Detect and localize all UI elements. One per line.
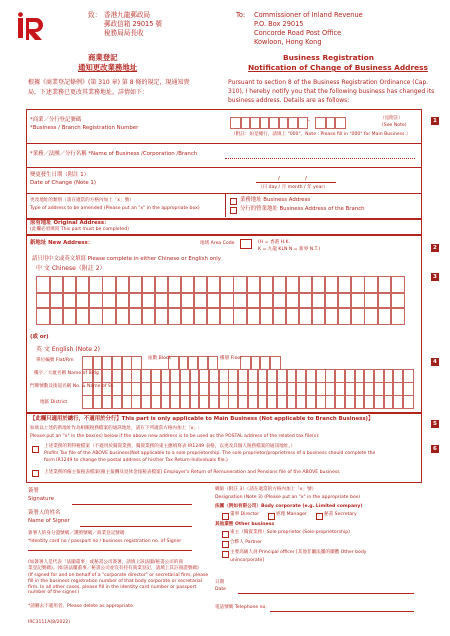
- telephone-field[interactable]: [270, 611, 414, 612]
- date-field[interactable]: [238, 593, 414, 594]
- intro-en-1: Pursuant to section 8 of the Business Registration Ordinance (Cap.: [228, 79, 429, 86]
- side-tag-1: 1: [431, 117, 439, 125]
- footer-note-3: (If signed for and on behalf of a "corporate director" or secretarial firm, please: [28, 573, 209, 578]
- intro-en-2: 310), I hereby notify you that the following business has changed its: [228, 88, 435, 95]
- type-label-cn: 更改地址的類別（請在適當的方格內加上「x」號）: [30, 198, 134, 203]
- orig-note: (此欄必須填寫 This part must be completed): [30, 227, 129, 232]
- signer-name-cn: 簽署人的姓名: [28, 510, 61, 516]
- to-cn-line-2: 郵政信箱 29015 號: [104, 20, 163, 28]
- principal-officer-label: 主要高級人員 Principal officer [其他非屬法團的團體 Other body: [230, 550, 367, 555]
- branch-digit-box[interactable]: [334, 117, 346, 129]
- side-tag-2: 2: [431, 244, 439, 252]
- see-note-en: (See Note): [382, 123, 407, 128]
- english-address-cell[interactable]: [402, 369, 414, 383]
- ird-logo-icon: [17, 12, 47, 40]
- date-label-en: Date of Change (Note 1): [30, 180, 96, 186]
- unincorporate-label: unincorporate]: [230, 558, 265, 563]
- other-business-label: 其他業務 Other business: [215, 522, 275, 527]
- district-label: 地區 District: [40, 400, 68, 405]
- title-en-1: Business Registration: [283, 53, 374, 62]
- date-hint: （日 day / 月 month / 年 year）: [258, 185, 328, 190]
- brn-digit-box[interactable]: [297, 117, 309, 129]
- body-corporate-label: 法團（例如有限公司）Body corporate (e.g. Limited company): [215, 504, 363, 509]
- signature-field[interactable]: [72, 504, 192, 505]
- side-tag-3: 3: [431, 273, 439, 281]
- signer-name-field[interactable]: [80, 526, 192, 527]
- intro-cn-1: 根據《商業登記條例》(第 310 章) 第 8 條的規定，現通知貴: [28, 79, 190, 86]
- delete-note: *請刪去不適用者。Please delete as appropriate.: [28, 604, 135, 609]
- footer-note-4: fill in the business registration number of that body corporate or secretarial: [28, 579, 203, 584]
- to-cn-line-1: 香港九龍郵政局: [104, 11, 151, 19]
- to-en-line-2: P.O. Box 29015: [254, 20, 304, 28]
- main-only-note: 【此欄只適用於總行，不適用於分行】This part is only applicable to Main Business (Not applicable to Branch Business)】: [30, 416, 374, 422]
- date-en: Date: [215, 587, 226, 592]
- chinese-address-cell[interactable]: [390, 307, 405, 325]
- to-cn-label: 致：: [88, 11, 102, 19]
- intro-en-3: business address. Details are as follows:: [228, 97, 350, 104]
- title-cn-1: 商業登記: [88, 53, 118, 62]
- english-floor-cell[interactable]: [269, 356, 281, 370]
- secretary-label: 秘書 Secretary: [324, 512, 357, 517]
- english-block-cell[interactable]: [207, 356, 219, 370]
- see-note-cn: （見附註）: [380, 116, 403, 121]
- footer-note-1: (如簽署人是代表「法團董事」或秘書公司簽署，請填上該法團/秘書公司的商: [28, 560, 183, 565]
- area-codes-2: K = 九龍 KLN N = 新界 N.T.): [258, 247, 321, 252]
- partner-label: 合夥人 Partner: [230, 540, 262, 545]
- sole-proprietor-label: 東主（獨資業務）Sole proprietor (Sole-proprietorship): [230, 530, 350, 535]
- or-label: (或 or): [30, 334, 49, 340]
- brn-label-en: *Business / Branch Registration Number: [30, 125, 139, 131]
- business-address-checkbox[interactable]: [230, 198, 237, 205]
- opt1-cn: 上述業務的利得稅檔案（不適用於獨資業務，獨資業務的東主應填寫表 IR1249 表格，以更改其個人稅務檔案的通訊地址。）: [44, 444, 296, 449]
- street-label: 門牌號數及街道名稱 No. & Name of St.: [30, 384, 115, 389]
- profits-tax-checkbox[interactable]: [32, 446, 39, 453]
- postal-instruction-cn: 如欲以上述的新地址作為相關稅務檔案的通訊地址，請在下列適當方格內加上「x」:: [30, 426, 200, 431]
- signer-id-cn: 簽署人的身分證號碼／護照號碼／商業登記號碼: [28, 531, 125, 536]
- designation-cn: 職銜（附註 3）（請在適當的方格內加上「x」號）: [215, 487, 317, 492]
- area-code-label: 地域 Area Code: [200, 241, 235, 246]
- chinese-label: 中 文 Chinese（附註 2）: [36, 265, 106, 272]
- signer-id-field[interactable]: [28, 550, 192, 551]
- opt-branch-address: 分行的營業地址 Business Address of the Branch: [240, 206, 365, 212]
- area-codes-1: (H = 香港 H.K.: [258, 240, 290, 245]
- floor-label: 樓層 Floor: [220, 356, 243, 361]
- opt1-en: Profits Tax file of the ABOVE business(Not applicable to a sole proprietorship. The sole proprietor/proprietress of a business should complete the: [44, 451, 376, 456]
- employer-return-checkbox[interactable]: [32, 470, 39, 477]
- block-label: 座數 Block: [148, 356, 172, 361]
- business-registration-form-page: 致： 香港九龍郵政局 郵政信箱 29015 號 稅務局局長收 To: Commissioner of Inland Revenue P.O. Box 29015 Concorde Road Post Office Kowloon, Hong Kong 商業登記 通知更改業務地址 Business Registration Notification of Change of Business Address 根據《商業登記條例》(第 310 章) 第 8 條的規定，現通知貴 局，下述業務已更改其業務地址。詳情如下： Pursuant to section 8 of the Business Registration Ordinance (Cap. 310), I hereby notify you that the following business has changed its business address. Details are as follows: *商業／分行登記號碼 *Business / Branch Registration Number - （見附註） (See Note) （附註：如是總行，請填上 "000"。Note : Please fill in "000" for Main Business.） *業務／法團／分行名稱 *Name of Business /Corporation /Branch 變更發生日期（附註 1） Date of Change (Note 1) / / （日 day / 月 month / 年 year） 更改地址的類別（請在適當的方格內加上「x」號） Type of address to be amended (Please put an "x" in the appropriate box) 業務地址 Business Address 分行的營業地址 Business Address of the Branch 原有地址 Original Address： (此欄必須填寫 This part must be completed) 新地址 New Address： 地域 Area Code (H = 香港 H.K. K = 九龍 KLN N = 新界 N.T.) 請只用中文或英文填寫 Please complete in either Chinese or English only 中 文 Chinese（附註 2） (或 or) 英 文 English (Note 2) 單位編號 Flat/Rm 座數 Block 樓層 Floor 樓宇／大廈名稱 Name of Bldg 門牌號數及街道名稱 No. & Name of St. 地區 District 【此欄只適用於總行，不適用於分行】This part is only applicable to Main Business (Not applicable to Branch Business)】 如欲以上述的新地址作為相關稅務檔案的通訊地址，請在下列適當方格內加上「x」: Please put an "x" in the box(es) below if the above new address is to be used as the POSTAL address of the related tax file(s): 上述業務的利得稅檔案（不適用於獨資業務，獨資業務的東主應填寫表 IR1249 表格，以更改其個人稅務檔案的通訊地址。） Profits Tax file of the ABOVE business(Not applicable to a sole proprietorship. The sole proprietor/proprietress of a business should complete the form IR1249 to change the postal address of his/her Tax Return-Individuals file.) 上述業務的僱主報稅表檔案(僱主報酬及退休金報稅表檔案) Employer's Return of Remuneration and Pensions file of the ABOVE business 簽署 Signature 簽署人的姓名 Name of Signer 簽署人的身分證號碼／護照號碼／商業登記號碼 *Identity card no / passport no / business registration no. of Signer 職銜（附註 3）（請在適當的方格內加上「x」號） Designation (Note 3) (Please put an "x" in the appropriate box) 法團（例如有限公司）Body corporate (e.g. Limited company) 董事 Director 經理 Manager 秘書 Secretary 其他業務 Other business 東主（獨資業務）Sole proprietor (Sole-proprietorship) 合夥人 Partner 主要高級人員 Principal officer [其他非屬法團的團體 Other body unincorporate] 日期 Date 電話號碼 Telephone no. (如簽署人是代表「法團董事」或秘書公司簽署，請填上該法團/秘書公司的商 業登記號碼)。(如該法團董事／秘書公司並沒有持有商業登記，請填上其註冊證號碼) (If signed for and on behalf of a "corporate director" or secretarial firm, please fill in the business registration number of that body corporate or secretarial firm. In all other cases, please fill in the identity card number or passport number of the signer.) *請刪去不適用者。Please delete as appropriate. IRC3111A(8/2022) 1 2 3 4 5 6: [0, 0, 450, 636]
- english-flat-cell[interactable]: [131, 356, 143, 370]
- principal-officer-checkbox[interactable]: [222, 551, 229, 558]
- opt-business-address: 業務地址 Business Address: [240, 197, 311, 203]
- to-en-line-3: Concorde Road Post Office: [254, 29, 342, 37]
- side-tag-6: 6: [431, 445, 439, 453]
- to-en-line-4: Kowloon, Hong Kong: [254, 38, 322, 46]
- signature-en: Signature: [28, 496, 55, 502]
- to-cn-line-3: 稅務局局長收: [104, 29, 144, 37]
- designation-en: Designation (Note 3) (Please put an "x" in the appropriate box): [215, 495, 361, 500]
- opt2-text: 上述業務的僱主報稅表檔案(僱主報酬及退休金報稅表檔案) Employer's Return of Remuneration and Pensions file of the ABOVE business: [44, 470, 340, 475]
- english-label: 英 文 English (Note 2): [36, 346, 100, 353]
- brn-label-cn: *商業／分行登記號碼: [30, 117, 82, 123]
- branch-address-checkbox[interactable]: [230, 207, 237, 214]
- telephone-label: 電話號碼 Telephone no.: [215, 605, 267, 610]
- brn-fill-note: （附註：如是總行，請填上 "000"。Note : Please fill in "000" for Main Business.）: [231, 132, 411, 137]
- date-cn: 日期: [215, 580, 225, 585]
- signer-name-en: Name of Signer: [28, 518, 70, 524]
- partner-checkbox[interactable]: [222, 541, 229, 548]
- business-name-field[interactable]: [225, 158, 415, 159]
- secretary-checkbox[interactable]: [316, 513, 323, 520]
- title-en-2: Notification of Change of Business Address: [248, 63, 428, 72]
- area-code-input[interactable]: [240, 239, 252, 249]
- signature-cn: 簽署: [28, 488, 39, 494]
- director-checkbox[interactable]: [222, 513, 229, 520]
- intro-cn-2: 局，下述業務已更改其業務地址。詳情如下：: [28, 89, 149, 96]
- english-address-cell[interactable]: [402, 382, 414, 396]
- form-code: IRC3111A(8/2022): [28, 620, 71, 625]
- business-name-label: *業務／法團／分行名稱 *Name of Business /Corporation /Branch: [30, 151, 198, 157]
- side-tag-4: 4: [431, 358, 439, 366]
- date-label-cn: 變更發生日期（附註 1）: [30, 172, 90, 178]
- title-cn-2: 通知更改業務地址: [78, 63, 138, 72]
- director-label: 董事 Director: [230, 512, 260, 517]
- postal-instruction-en: Please put an "x" in the box(es) below if the above new address is to be used as the POSTAL address of the related tax file(s):: [30, 434, 320, 439]
- opt1-en-2: form IR1249 to change the postal address of his/her Tax Return-Individuals file.): [44, 458, 228, 463]
- to-en-label: To:: [236, 11, 246, 19]
- side-tag-5: 5: [431, 420, 439, 428]
- flat-label: 單位編號 Flat/Rm: [36, 358, 74, 363]
- orig-label: 原有地址 Original Address：: [30, 220, 110, 226]
- to-en-line-1: Commissioner of Inland Revenue: [254, 11, 363, 19]
- footer-note-2: 業登記號碼)。(如該法團董事／秘書公司並沒有持有商業登記，請填上其註冊證號碼): [28, 566, 199, 571]
- date-of-change-field[interactable]: [256, 182, 336, 183]
- manager-label: 經理 Manager: [276, 512, 307, 517]
- building-label: 樓宇／大廈名稱 Name of Bldg: [34, 371, 99, 376]
- either-language-note: 請只用中文或英文填寫 Please complete in either Chinese or English only: [32, 256, 221, 262]
- manager-checkbox[interactable]: [268, 513, 275, 520]
- signer-id-en: *Identity card no / passport no / business registration no. of Signer: [28, 539, 182, 544]
- footer-note-5: firm. In all other cases, please fill in the identity card number or passport number of the signer.): [28, 585, 197, 596]
- new-address-label: 新地址 New Address：: [30, 240, 94, 246]
- sole-proprietor-checkbox[interactable]: [222, 531, 229, 538]
- type-label-en: Type of address to be amended (Please put an "x" in the appropriate box): [30, 206, 200, 211]
- english-address-cell[interactable]: [402, 395, 414, 409]
